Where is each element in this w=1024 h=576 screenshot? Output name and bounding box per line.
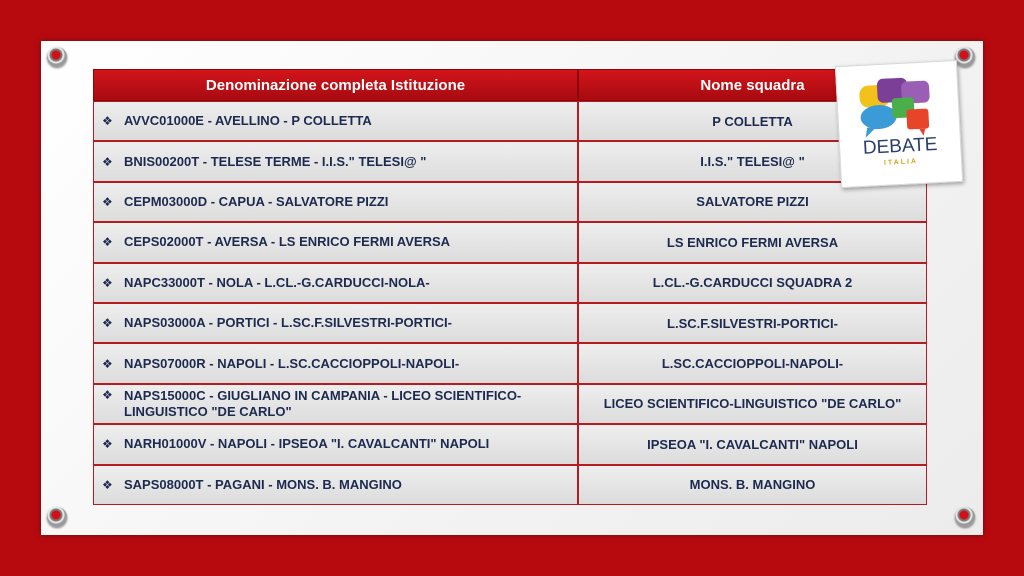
table-row	[93, 101, 927, 141]
team-name-cell: L.CL.-G.CARDUCCI SQUADRA 2	[578, 263, 927, 303]
institution-text: CEPS02000T - AVERSA - LS ENRICO FERMI AVERSA	[124, 234, 451, 250]
pin-icon	[955, 507, 975, 527]
bullet-icon: ❖	[102, 437, 113, 452]
institution-cell	[93, 101, 578, 141]
team-name-cell: I.I.S." TELESI@ "	[578, 141, 927, 181]
institution-text: AVVC01000E - AVELLINO - P COLLETTA	[124, 113, 372, 129]
speech-bubbles-icon	[855, 74, 942, 140]
table-body	[93, 101, 927, 505]
institution-text: BNIS00200T - TELESE TERME - I.I.S." TELESI@ "	[124, 153, 427, 169]
bullet-icon: ❖	[102, 194, 113, 209]
institution-text: CEPM03000D - CAPUA - SALVATORE PIZZI	[124, 193, 389, 209]
institution-cell	[93, 384, 578, 424]
team-name-cell: L.SC.F.SILVESTRI-PORTICI-	[578, 303, 927, 343]
institution-cell	[93, 141, 578, 181]
institution-text: NAPS07000R - NAPOLI - L.SC.CACCIOPPOLI-NAPOLI-	[124, 355, 460, 371]
team-name-cell: LICEO SCIENTIFICO-LINGUISTICO "DE CARLO"	[578, 384, 927, 424]
institution-cell	[93, 465, 578, 505]
team-name-cell: L.SC.CACCIOPPOLI-NAPOLI-	[578, 343, 927, 383]
institution-text: NAPS03000A - PORTICI - L.SC.F.SILVESTRI-PORTICI-	[124, 315, 452, 331]
institution-text: NAPS15000C - GIUGLIANO IN CAMPANIA - LICEO SCIENTIFICO-LINGUISTICO "DE CARLO"	[124, 387, 522, 419]
table-row	[93, 465, 927, 505]
bullet-icon: ❖	[102, 316, 113, 331]
institution-text: NARH01000V - NAPOLI - IPSEOA "I. CAVALCANTI" NAPOLI	[124, 436, 490, 452]
header-team-name: Nome squadra	[578, 69, 927, 101]
institution-cell	[93, 303, 578, 343]
bullet-icon: ❖	[102, 235, 113, 250]
table-header	[93, 69, 927, 101]
team-name-cell: IPSEOA "I. CAVALCANTI" NAPOLI	[578, 424, 927, 464]
bullet-icon: ❖	[102, 477, 113, 492]
table-row	[93, 303, 927, 343]
bullet-icon: ❖	[102, 275, 113, 290]
table-row	[93, 343, 927, 383]
team-name-cell: SALVATORE PIZZI	[578, 182, 927, 222]
teams-table	[93, 69, 927, 505]
bullet-icon: ❖	[102, 114, 113, 129]
bullet-icon: ❖	[102, 154, 113, 169]
team-name-cell: LS ENRICO FERMI AVERSA	[578, 222, 927, 262]
institution-cell	[93, 343, 578, 383]
debate-italia-logo	[835, 60, 963, 188]
team-name-cell: MONS. B. MANGINO	[578, 465, 927, 505]
institution-cell	[93, 222, 578, 262]
logo-subtitle: ITALIA	[883, 158, 919, 167]
table-row	[93, 384, 927, 424]
pin-icon	[955, 47, 975, 67]
pin-icon	[47, 507, 67, 527]
pin-icon	[47, 47, 67, 67]
logo-title: DEBATE	[862, 134, 938, 159]
team-name-cell: P COLLETTA	[578, 101, 927, 141]
bullet-icon: ❖	[102, 356, 113, 371]
table-row	[93, 263, 927, 303]
table-row	[93, 182, 927, 222]
header-institution: Denominazione completa Istituzione	[93, 69, 578, 101]
table-row	[93, 424, 927, 464]
table-row	[93, 141, 927, 181]
bullet-icon: ❖	[102, 387, 113, 402]
institution-cell	[93, 182, 578, 222]
institution-text: NAPC33000T - NOLA - L.CL.-G.CARDUCCI-NOLA-	[124, 274, 430, 290]
institution-text: SAPS08000T - PAGANI - MONS. B. MANGINO	[124, 476, 402, 492]
institution-cell	[93, 263, 578, 303]
table-row	[93, 222, 927, 262]
institution-cell	[93, 424, 578, 464]
